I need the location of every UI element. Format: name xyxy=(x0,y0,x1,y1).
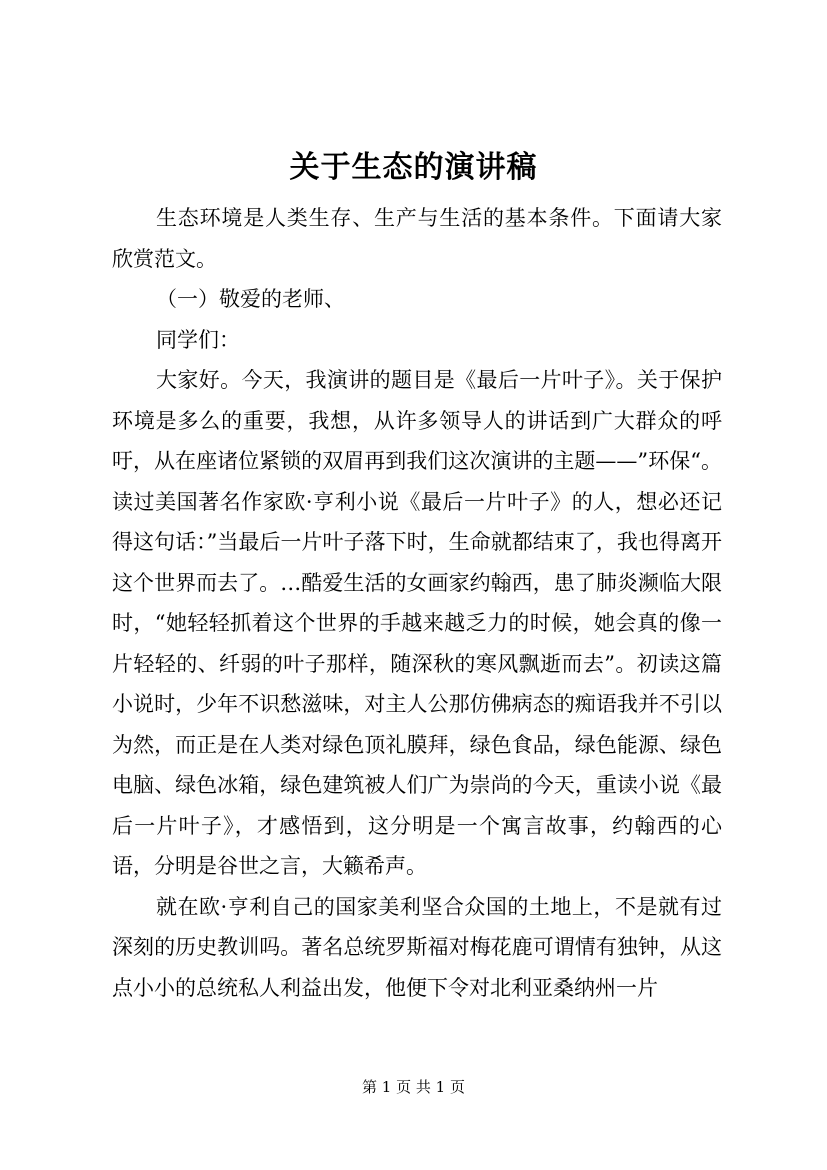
paragraph-history: 就在欧·亨利自己的国家美利坚合众国的土地上，不是就有过深刻的历史教训吗。著名总统罗斯福对梅花鹿可谓情有独钟，从这点小小的总统私人利益出发，他便下令对北利亚桑纳州一片 xyxy=(112,894,722,1000)
paragraph-main: 大家好。今天，我演讲的题目是《最后一片叶子》。关于保护环境是多么的重要，我想，从许多领导人的讲话到广大群众的呼吁，从在座诸位紧锁的双眉再到我们这次演讲的主题——”环保“。读过美国著名作家欧·亨利小说《最后一片叶子》的人，想必还记得这句话：”当最后一片叶子落下时，生命就都结束了，我也得离开这个世界而去了。…酷爱生活的女画家约翰西，患了肺炎濒临大限时，“她轻轻抓着这个世界的手越来越乏力的时候，她会真的像一片轻轻的、纤弱的叶子那样，随深秋的寒风飘逝而去”。初读这篇小说时，少年不识愁滋味，对主人公那仿佛病态的痴语我并不引以为然，而正是在人类对绿色顶礼膜拜，绿色食品，绿色能源、绿色电脑、绿色冰箱，绿色建筑被人们广为崇尚的今天，重读小说《最后一片叶子》，才感悟到，这分明是一个寓言故事，约翰西的心语，分明是谷世之言，大籁希声。 xyxy=(112,368,722,878)
paragraph-salutation-2: 同学们： xyxy=(156,327,240,352)
page-footer: 第 1 页 共 1 页 xyxy=(362,1078,465,1096)
paragraph-intro: 生态环境是人类生存、生产与生活的基本条件。下面请大家欣赏范文。 xyxy=(112,206,722,271)
document-body xyxy=(112,198,722,1008)
document-title: 关于生态的演讲稿 xyxy=(289,150,538,185)
paragraph-salutation-1: （一）敬爱的老师、 xyxy=(156,287,345,311)
